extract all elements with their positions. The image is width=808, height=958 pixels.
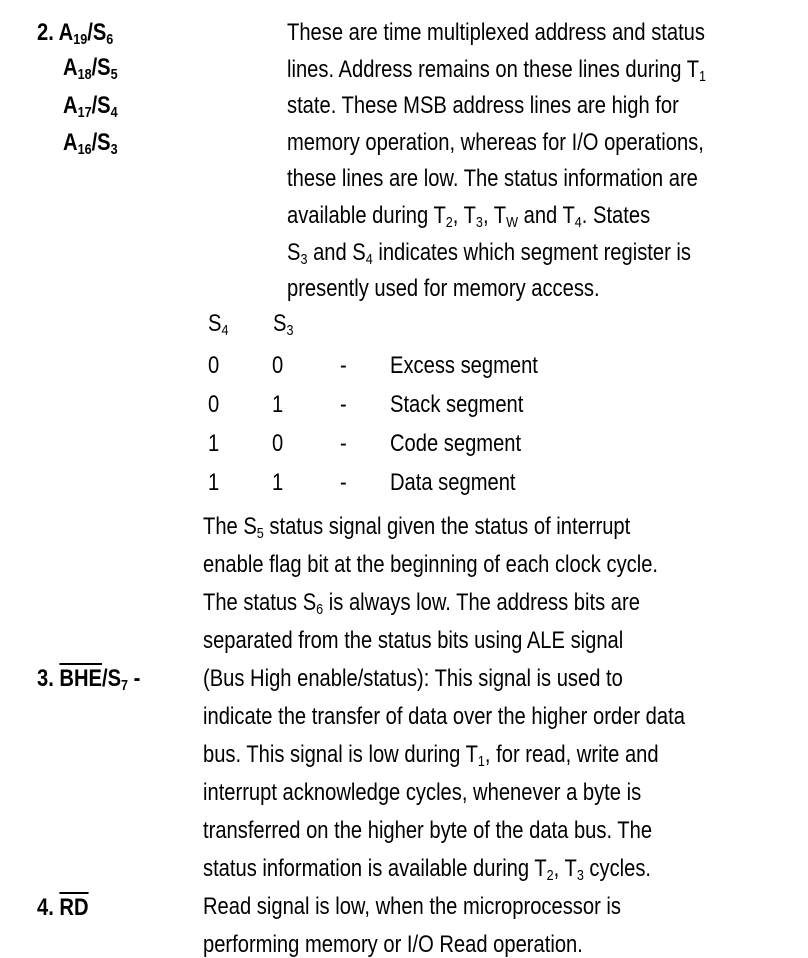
body-line [203,667,623,691]
text-run: status signal given the status of interrupt [263,513,631,540]
text-run: These are time multiplexed address and status [287,19,705,46]
table-cell: Data segment [390,469,516,496]
description-line [287,238,691,268]
text-run: memory operation, whereas for I/O operations, [287,128,704,156]
body-line [203,781,641,805]
description-line [287,55,707,85]
description-line [287,167,698,191]
subscript: 18 [77,66,92,83]
table-cell: Code segment [390,430,522,457]
signal-label [63,92,118,121]
table-cell: 0 [272,430,284,457]
table-cell: - [340,352,347,379]
text-run: transferred on the higher byte of the data bus. The [203,817,653,844]
text-run: . States [581,202,651,229]
subscript: 4 [221,322,229,339]
text-run: /S [91,54,111,81]
table-cell: 1 [208,469,220,496]
text-run: indicates which segment register is [372,238,691,266]
subscript: 6 [316,601,324,618]
text-run: available during T [287,202,446,229]
subscript: 17 [77,104,92,121]
subscript: 6 [106,31,114,48]
text-run: S [287,238,301,266]
text-run: , T [452,202,476,229]
subscript: 4 [574,214,582,231]
description-line [287,202,651,231]
text-run: cycles. [583,855,652,882]
subscript: 1 [699,67,707,85]
table-header [208,310,229,339]
table-cell: Excess segment [390,352,538,379]
subscript: W [506,214,518,231]
text-run: performing memory or I/O Read operation. [203,931,583,958]
subscript: 3 [475,214,483,231]
text-run: bus. This signal is low during T [203,741,478,768]
subscript: 2 [445,214,453,231]
subscript: 7 [121,677,129,694]
text-run: 3. [37,665,60,692]
body-line [203,855,652,884]
subscript: 3 [110,141,118,158]
signal-label [63,54,118,83]
subscript: 19 [73,31,88,48]
subscript: 3 [576,867,584,884]
text-run: 2. A [37,19,74,46]
body-line [203,589,640,618]
subscript: 5 [256,525,264,542]
subscript: 2 [546,867,554,884]
text-run: (Bus High enable/status): This signal is used to [203,665,623,692]
text-run: /S [91,129,111,156]
text-run: The S [203,513,257,540]
text-run: state. These MSB address lines are high for [287,92,679,120]
description-line [287,21,705,45]
text-run: The status S [203,589,317,616]
text-run: - [128,665,141,692]
table-cell: 0 [208,391,220,418]
body-line [203,705,685,729]
table-header [273,310,294,339]
text-run: /S [101,665,122,692]
overlined-signal: $\overline{BHE}$ [59,665,102,692]
body-line [203,933,583,957]
text-run: A [63,92,78,119]
text-run: enable flag bit at the beginning of each clock cycle. [203,551,659,578]
subscript: 3 [300,250,308,268]
table-cell: - [340,430,347,457]
text-run: , T [553,855,577,882]
text-run: and T [518,202,575,229]
text-run: S [208,310,222,337]
text-run: Read signal is low, when the microprocessor is [203,893,621,920]
text-run: /S [91,92,111,119]
text-run: /S [87,19,107,46]
subscript: 3 [286,322,294,339]
text-run: separated from the status bits using ALE signal [203,627,624,654]
overlined-signal: $\overline{RD}$ [59,894,89,921]
text-run: A [63,129,78,156]
table-cell: Stack segment [390,391,524,418]
text-run: 4. [37,894,60,921]
description-line [287,277,600,301]
text-run: is always low. The address bits are [323,589,640,616]
table-cell: - [340,469,347,496]
table-cell: 0 [272,352,284,379]
subscript: 4 [110,104,118,121]
body-line [203,513,631,542]
signal-label [63,129,118,158]
text-run: , for read, write and [484,741,659,768]
body-line [203,741,659,770]
body-line [203,895,621,919]
text-run: , T [482,202,507,229]
signal-label [37,19,114,48]
text-run: S [273,310,287,337]
table-cell: - [340,391,347,418]
signal-label-bhe [37,665,141,694]
description-line [287,128,704,156]
text-run: interrupt acknowledge cycles, whenever a byte is [203,779,642,806]
table-cell: 0 [208,352,220,379]
text-run: lines. Address remains on these lines during T [287,55,700,83]
body-line [203,629,623,653]
text-run: indicate the transfer of data over the higher order data [203,703,685,730]
subscript: 1 [477,753,485,770]
subscript: 16 [77,141,92,158]
text-run: status information is available during T [203,855,547,882]
text-run: and S [307,238,366,266]
text-run: these lines are low. The status information are [287,165,698,193]
subscript: 5 [110,66,118,83]
table-cell: 1 [272,469,284,496]
body-line [203,819,652,843]
body-line [203,553,658,577]
text-run: presently used for memory access. [287,275,600,303]
table-cell: 1 [272,391,284,418]
subscript: 4 [365,250,373,268]
description-line [287,94,679,118]
signal-label-rd [37,896,89,920]
text-run: A [63,54,78,81]
table-cell: 1 [208,430,220,457]
